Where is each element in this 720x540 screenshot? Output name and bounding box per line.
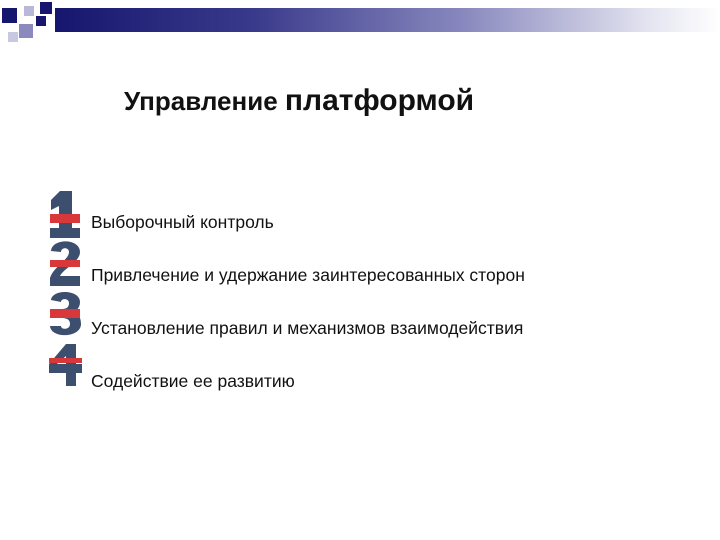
list-item: Выборочный контроль bbox=[91, 212, 274, 232]
title-part-1: Управление bbox=[124, 86, 278, 116]
banner-square-icon bbox=[19, 24, 33, 38]
banner-square-icon bbox=[2, 8, 17, 23]
numerals-1-2-3-4-icon bbox=[46, 188, 86, 392]
banner-square-icon bbox=[36, 16, 46, 26]
title-part-2: платформой bbox=[284, 84, 475, 117]
banner-square-icon bbox=[8, 32, 18, 42]
slide-title bbox=[124, 84, 474, 118]
top-decorative-banner bbox=[0, 0, 720, 48]
bullet-list bbox=[91, 210, 525, 422]
banner-gradient-bar bbox=[55, 8, 720, 32]
list-item: Содействие ее развитию bbox=[91, 371, 295, 391]
list-item: Установление правил и механизмов взаимодействия bbox=[91, 318, 524, 338]
banner-square-icon bbox=[40, 2, 52, 14]
list-item: Привлечение и удержание заинтересованных сторон bbox=[91, 265, 525, 285]
banner-square-icon bbox=[24, 6, 34, 16]
